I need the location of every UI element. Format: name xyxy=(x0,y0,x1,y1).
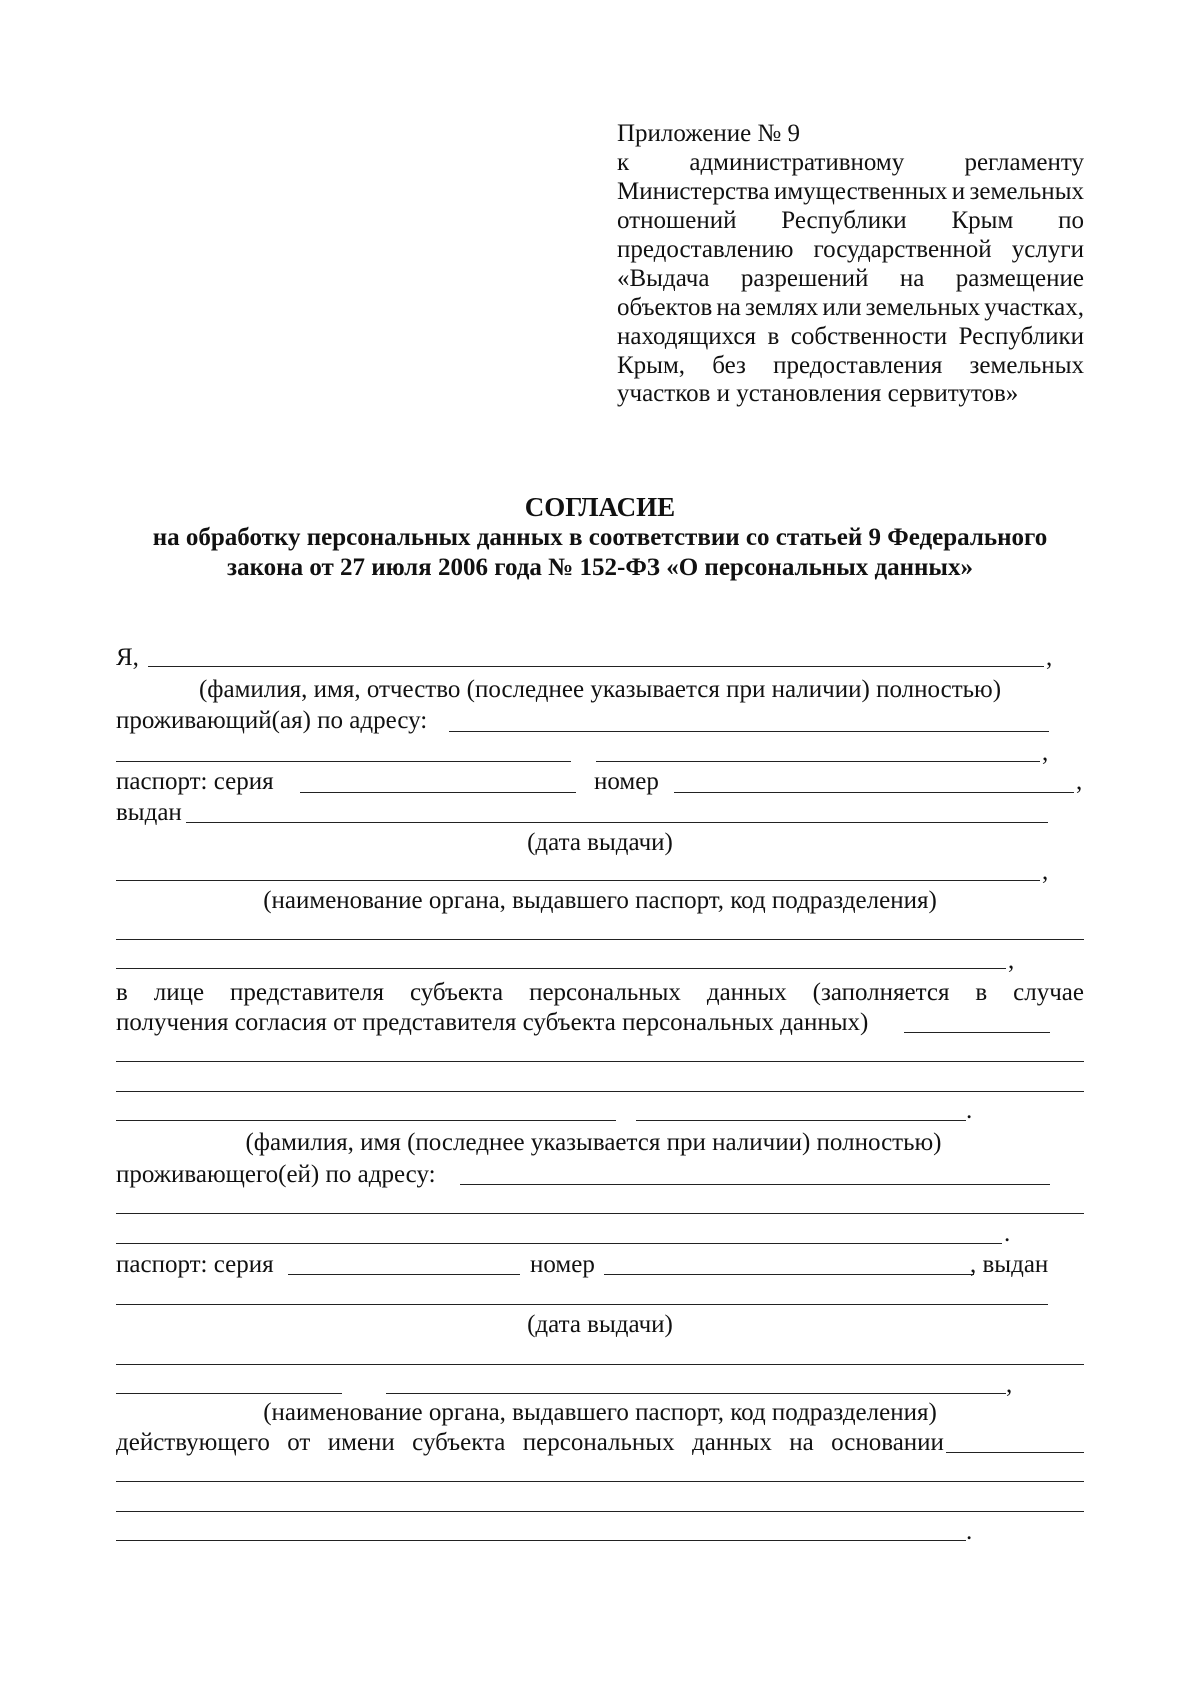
issued-label: выдан xyxy=(116,799,182,826)
acting-basis-field-1[interactable] xyxy=(946,1452,1084,1453)
issuer-field-3-comma: , xyxy=(1008,947,1015,974)
word: или xyxy=(822,294,862,321)
acting-basis-field-3[interactable] xyxy=(116,1511,1084,1512)
representative-field-3[interactable] xyxy=(116,1091,1084,1092)
representative-passport-series-label: паспорт: серия xyxy=(116,1251,274,1278)
word: на xyxy=(899,265,925,292)
passport-series-field[interactable] xyxy=(300,792,576,793)
appendix-line xyxy=(617,177,1084,206)
word: персональных xyxy=(522,1429,675,1456)
document-title: СОГЛАСИЕ xyxy=(524,492,676,522)
issuer-field-3[interactable] xyxy=(116,968,1006,969)
representative-fio-field-a[interactable] xyxy=(116,1120,616,1121)
word: представителя xyxy=(230,979,384,1006)
word: к xyxy=(617,149,630,176)
word: регламенту xyxy=(964,149,1084,176)
word: от xyxy=(287,1429,311,1456)
appendix-line xyxy=(617,351,1084,380)
word: «Выдача xyxy=(617,265,710,292)
representative-address-field-2[interactable] xyxy=(116,1213,1084,1214)
representative-issued-label: , выдан xyxy=(970,1251,1049,1278)
representative-fio-field-b[interactable] xyxy=(636,1120,966,1121)
issuer-caption: (наименование органа, выдавшего паспорт, код подразделения) xyxy=(263,887,937,914)
address-field-2b[interactable] xyxy=(596,761,1040,762)
word: в xyxy=(116,979,128,1006)
representative-address-field-3[interactable] xyxy=(116,1243,1002,1244)
word: в xyxy=(975,979,988,1006)
word: земельных xyxy=(865,294,981,321)
residing-label: проживающий(ая) по адресу: xyxy=(116,707,428,734)
representative-text-line-1 xyxy=(116,978,1084,1007)
passport-number-label: номер xyxy=(594,768,659,795)
word: Крым xyxy=(951,207,1014,234)
representative-passport-number-field[interactable] xyxy=(604,1274,974,1275)
acting-basis-field-2[interactable] xyxy=(116,1481,1084,1482)
word: действующего xyxy=(116,1429,270,1456)
acting-basis-period: . xyxy=(966,1518,973,1545)
representative-residing-label: проживающего(ей) по адресу: xyxy=(116,1161,436,1188)
appendix-line xyxy=(617,322,1084,351)
word: (заполняется xyxy=(812,979,950,1006)
word: случае xyxy=(1013,979,1084,1006)
issuer-comma: , xyxy=(1042,858,1049,885)
word: субъекта xyxy=(412,1429,506,1456)
fio-field[interactable] xyxy=(148,666,1044,667)
representative-issuer-caption: (наименование органа, выдавшего паспорт, код подразделения) xyxy=(263,1399,937,1426)
representative-passport-series-field[interactable] xyxy=(288,1274,520,1275)
word: предоставления xyxy=(773,352,943,379)
word: объектов xyxy=(617,294,713,321)
word: собственности xyxy=(790,323,948,350)
word: основании xyxy=(831,1429,944,1456)
acting-basis-text xyxy=(116,1428,944,1457)
issue-date-field[interactable] xyxy=(186,822,1048,823)
passport-number-field[interactable] xyxy=(674,792,1074,793)
fio-comma: , xyxy=(1046,644,1053,671)
appendix-line xyxy=(617,293,1084,322)
representative-passport-number-label: номер xyxy=(530,1251,595,1278)
word: данных xyxy=(691,1429,772,1456)
passport-number-comma: , xyxy=(1076,768,1083,795)
word: на xyxy=(789,1429,814,1456)
fio-caption: (фамилия, имя, отчество (последнее указывается при наличии) полностью) xyxy=(198,676,1002,703)
word: земельных xyxy=(969,352,1084,379)
representative-issuer-field-1[interactable] xyxy=(116,1364,1084,1365)
appendix-line xyxy=(617,148,1084,177)
appendix-line xyxy=(617,206,1084,235)
representative-issuer-comma: , xyxy=(1006,1371,1013,1398)
representative-issue-date-caption: (дата выдачи) xyxy=(527,1311,673,1338)
appendix-line xyxy=(617,235,1084,264)
word: размещение xyxy=(955,265,1084,292)
word: землях xyxy=(744,294,819,321)
word: государственной xyxy=(813,236,992,263)
word: персональных xyxy=(529,979,681,1006)
representative-address-field-1[interactable] xyxy=(460,1184,1050,1185)
word: по xyxy=(1058,207,1084,234)
word: на xyxy=(716,294,741,321)
word: без xyxy=(712,352,746,379)
issue-date-caption: (дата выдачи) xyxy=(527,829,673,856)
word: Министерства xyxy=(617,178,770,205)
word: данных xyxy=(706,979,787,1006)
representative-text-line-2: получения согласия от представителя субъекта персональных данных) xyxy=(116,1009,869,1036)
word: услуги xyxy=(1011,236,1084,263)
appendix-number: Приложение № 9 xyxy=(617,120,801,147)
representative-field-1[interactable] xyxy=(904,1032,1050,1033)
representative-fio-caption: (фамилия, имя (последнее указывается при наличии) полностью) xyxy=(245,1129,942,1156)
issuer-field-2[interactable] xyxy=(116,939,1084,940)
word: в xyxy=(767,323,780,350)
word: Республики xyxy=(781,207,907,234)
word: административному xyxy=(689,149,905,176)
representative-issue-date-field[interactable] xyxy=(116,1304,1048,1305)
address-comma: , xyxy=(1042,739,1049,766)
issuer-field[interactable] xyxy=(116,880,1040,881)
word: земельных xyxy=(969,178,1084,205)
address-field-2a[interactable] xyxy=(116,761,571,762)
address-field-1[interactable] xyxy=(449,731,1049,732)
word: и xyxy=(951,178,966,205)
word: отношений xyxy=(617,207,737,234)
appendix-line xyxy=(617,264,1084,293)
word: имущественных xyxy=(773,178,948,205)
passport-series-label: паспорт: серия xyxy=(116,768,274,795)
acting-basis-field-4[interactable] xyxy=(116,1540,966,1541)
document-subtitle-line-2: закона от 27 июля 2006 года № 152-ФЗ «О персональных данных» xyxy=(227,554,973,581)
word: лице xyxy=(153,979,205,1006)
word: Крым, xyxy=(617,352,686,379)
representative-issuer-field-2a[interactable] xyxy=(116,1393,342,1394)
word: находящихся xyxy=(617,323,757,350)
representative-field-2[interactable] xyxy=(116,1061,1084,1062)
appendix-line-last: участков и установления сервитутов» xyxy=(617,380,1019,407)
word: имени xyxy=(327,1429,395,1456)
ya-label: Я, xyxy=(116,644,139,671)
representative-fio-period: . xyxy=(966,1097,973,1124)
representative-address-period: . xyxy=(1004,1220,1011,1247)
representative-issuer-field-2b[interactable] xyxy=(386,1393,1006,1394)
document-subtitle-line-1: на обработку персональных данных в соответствии со статьей 9 Федерального xyxy=(152,524,1048,551)
word: участках, xyxy=(984,294,1084,321)
word: разрешений xyxy=(740,265,869,292)
word: предоставлению xyxy=(617,236,794,263)
word: субъекта xyxy=(409,979,504,1006)
word: Республики xyxy=(958,323,1084,350)
